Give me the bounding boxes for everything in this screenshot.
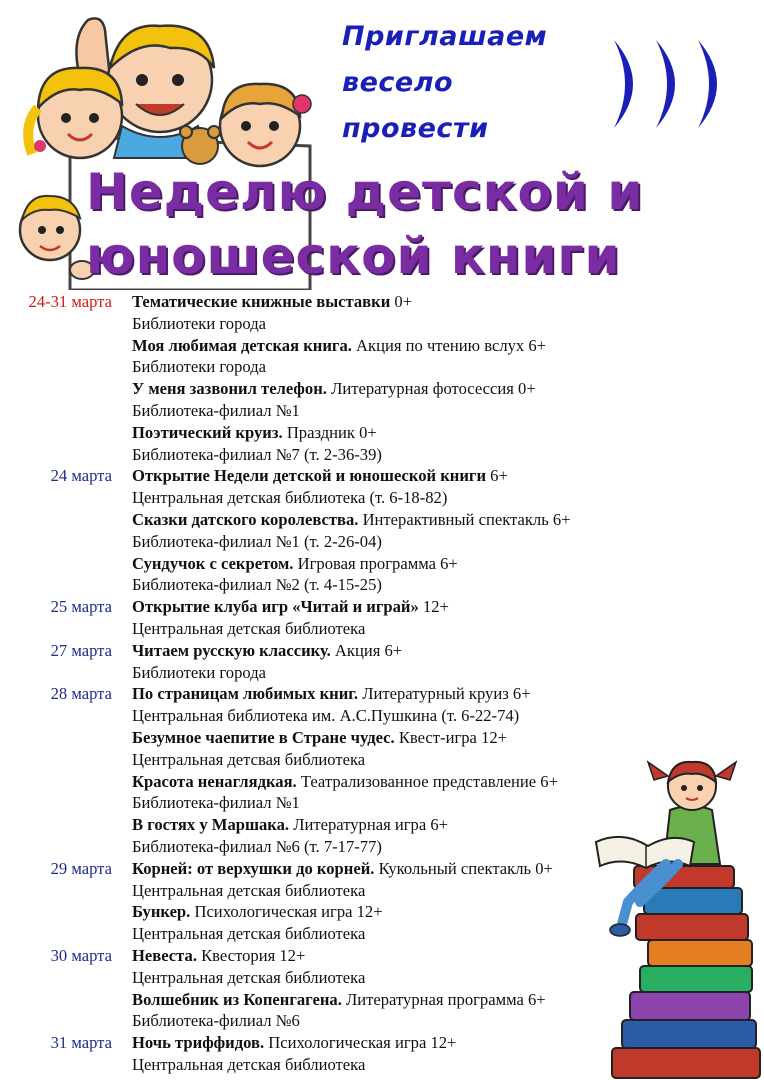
event-place: Центральная детская библиотека — [132, 967, 366, 987]
event-title: В гостях у Маршака. — [132, 815, 290, 835]
event-type: Интерактивный спектакль 6+ — [358, 509, 571, 529]
event-place-row — [0, 705, 764, 727]
event-title-line — [132, 640, 402, 662]
event-type: Театрализованное представление 6+ — [296, 771, 558, 791]
event-title: Сказки датского королевства. — [132, 509, 359, 529]
event-place: Библиотеки города — [132, 357, 266, 377]
event-type: Кукольный спектакль 0+ — [374, 858, 553, 878]
event-title: Невеста. — [132, 945, 197, 965]
event-place: Библиотеки города — [132, 313, 266, 333]
event-place: Центральная детская библиотека — [132, 1054, 366, 1074]
event-place: Библиотека-филиал №1 — [132, 400, 300, 420]
event-type: Литературный круиз 6+ — [358, 684, 531, 704]
event-place-row — [0, 574, 764, 596]
event-title-line — [132, 683, 531, 705]
event-type: Игровая программа 6+ — [293, 553, 458, 573]
event-title: Красота ненаглядкая. — [132, 771, 297, 791]
event-title-line — [132, 335, 546, 357]
event-title-line — [132, 989, 546, 1011]
invite-line-1: Приглашаем — [342, 21, 548, 52]
event-date: 25 марта — [50, 597, 112, 617]
event-date: 28 марта — [50, 684, 112, 704]
event-title: Тематические книжные выставки — [132, 292, 391, 311]
event-type: Праздник 0+ — [282, 422, 377, 442]
event-title: Корней: от верхушки до корней. — [132, 858, 375, 878]
event-place-row — [0, 618, 764, 640]
event-title: Моя любимая детская книга. — [132, 335, 352, 355]
event-row — [0, 335, 764, 357]
event-place: Центральная детская библиотека — [132, 618, 366, 638]
event-date: 24-31 марта — [28, 292, 112, 311]
event-date: 27 марта — [50, 640, 112, 660]
event-title: Бункер. — [132, 902, 191, 922]
event-place: Библиотека-филиал №1 — [132, 793, 300, 813]
event-title-line — [132, 945, 305, 967]
event-type: 6+ — [486, 466, 508, 486]
invite-text — [340, 14, 580, 152]
title-line-2: юношеской книги — [86, 227, 621, 285]
event-place: Библиотека-филиал №2 (т. 4-15-25) — [132, 575, 382, 595]
event-type: 12+ — [418, 597, 449, 617]
event-place: Библиотеки города — [132, 662, 266, 682]
event-row — [0, 683, 764, 705]
event-date: 31 марта — [50, 1033, 112, 1053]
event-title-line — [132, 858, 553, 880]
title-line-1: Неделю детской и — [86, 163, 644, 221]
event-place-row — [0, 356, 764, 378]
event-title-line — [132, 901, 383, 923]
event-title-line — [132, 291, 412, 313]
event-place: Библиотека-филиал №1 (т. 2-26-04) — [132, 531, 382, 551]
event-place: Библиотека-филиал №6 (т. 7-17-77) — [132, 836, 382, 856]
event-type: Квестория 12+ — [196, 945, 306, 965]
event-title: Волшебник из Копенгагена. — [132, 989, 342, 1009]
event-title: Открытие Недели детской и юношеской книги — [132, 466, 487, 486]
event-row — [0, 378, 764, 400]
event-title-line — [132, 814, 448, 836]
event-place: Центральная детсвая библиотека — [132, 749, 366, 769]
event-title: Сундучок с секретом. — [132, 553, 294, 573]
event-title: Поэтический круиз. — [132, 422, 283, 442]
event-place-row — [0, 444, 764, 466]
event-place: Центральная библиотека им. А.С.Пушкина (т. 6-22-74) — [132, 706, 520, 726]
event-date: 30 марта — [50, 945, 112, 965]
event-row — [0, 465, 764, 487]
event-row — [0, 640, 764, 662]
event-title: У меня зазвонил телефон. — [132, 379, 327, 399]
event-row — [0, 596, 764, 618]
event-type: 0+ — [390, 292, 413, 311]
event-place: Центральная детская библиотека (т. 6-18-82) — [132, 488, 448, 508]
event-type: Психологическая игра 12+ — [190, 902, 383, 922]
event-title-line — [132, 596, 449, 618]
event-title-line — [132, 465, 508, 487]
event-row — [0, 291, 764, 313]
event-row — [0, 553, 764, 575]
event-type: Литературная программа 6+ — [341, 989, 546, 1009]
event-place-row — [0, 531, 764, 553]
event-type: Литературная игра 6+ — [289, 815, 448, 835]
event-title-line — [132, 509, 571, 531]
event-place-row — [0, 487, 764, 509]
event-place-row — [0, 313, 764, 335]
event-title-line — [132, 771, 558, 793]
event-place-row — [0, 662, 764, 684]
event-row — [0, 509, 764, 531]
page-title — [86, 160, 726, 288]
parentheses-decoration-icon — [604, 34, 744, 134]
event-title-line — [132, 422, 377, 444]
event-date: 29 марта — [50, 858, 112, 878]
event-title: Читаем русскую классику. — [132, 640, 331, 660]
event-title: Открытие клуба игр «Читай и играй» — [132, 597, 419, 617]
event-title-line — [132, 378, 536, 400]
event-title-line — [132, 727, 507, 749]
event-place: Библиотека-филиал №6 — [132, 1011, 300, 1031]
event-title: Ночь триффидов. — [132, 1033, 265, 1053]
event-type: Акция по чтению вслух 6+ — [351, 335, 547, 355]
event-type: Литературная фотосессия 0+ — [326, 379, 536, 399]
event-title-line — [132, 553, 458, 575]
event-type: Квест-игра 12+ — [394, 727, 508, 747]
event-title: По страницам любимых книг. — [132, 684, 359, 704]
event-title: Безумное чаепитие в Стране чудес. — [132, 727, 395, 747]
event-title-line — [132, 1032, 456, 1054]
girl-reading-on-books-icon — [582, 752, 764, 1080]
event-row — [0, 422, 764, 444]
event-type: Акция 6+ — [330, 640, 403, 660]
invite-line-3: провести — [342, 113, 489, 144]
invite-line-2: весело — [342, 67, 454, 98]
event-date: 24 марта — [50, 466, 112, 486]
event-place: Центральная детская библиотека — [132, 880, 366, 900]
event-type: Психологическая игра 12+ — [264, 1033, 457, 1053]
event-row — [0, 727, 764, 749]
event-place-row — [0, 400, 764, 422]
event-place: Библиотека-филиал №7 (т. 2-36-39) — [132, 444, 382, 464]
event-place: Центральная детская библиотека — [132, 924, 366, 944]
